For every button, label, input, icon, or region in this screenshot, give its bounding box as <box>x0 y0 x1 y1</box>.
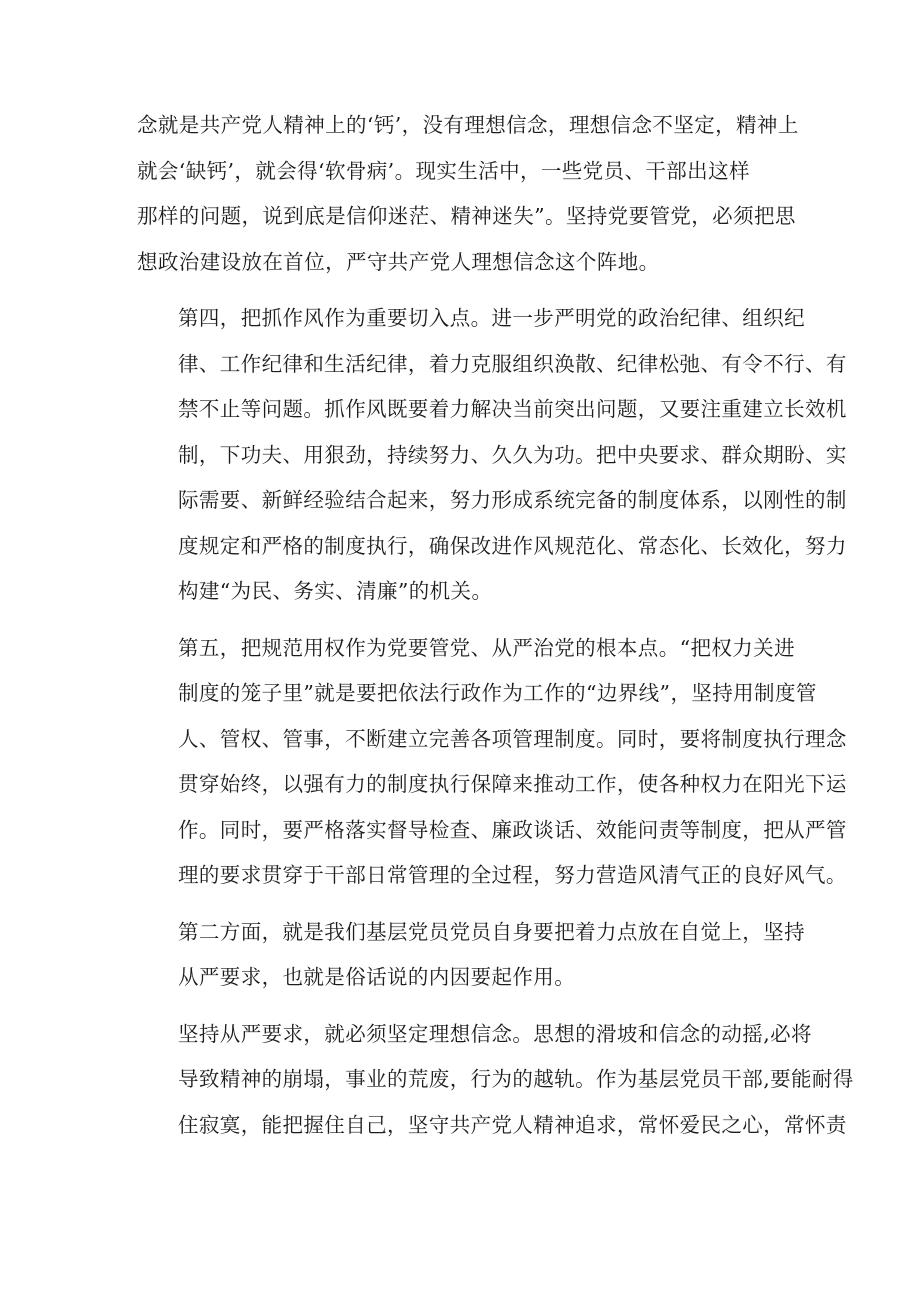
text-line: 禁不止等问题。抓作风既要着力解决当前突出问题，又要注重建立长效机 <box>178 397 847 421</box>
text-line: 就会‘缺钙’，就会得‘软骨病’。现实生活中，一些党员、干部出这样 <box>137 158 750 183</box>
text-line: 坚持从严要求，就必须坚定理想信念。思想的滑坡和信念的动摇,必将 <box>178 1021 812 1046</box>
text-line: 第二方面，就是我们基层党员党员自身要把着力点放在自觉上，坚持 <box>178 919 805 944</box>
text-line: 想政治建设放在首位，严守共产党人理想信念这个阵地。 <box>137 249 660 274</box>
text-line: 导致精神的崩塌，事业的荒废，行为的越轨。作为基层党员干部,要能耐得 <box>178 1067 854 1091</box>
paragraph-point-five <box>137 626 847 899</box>
document-body <box>137 103 854 1148</box>
paragraph-point-four <box>137 296 847 615</box>
text-line: 理的要求贯穿于干部日常管理的全过程，努力营造风清气正的良好风气。 <box>178 863 847 887</box>
paragraph-strict-requirements <box>137 1012 854 1149</box>
text-line: 制度的笼子里”就是要把依法行政作为工作的“边界线”，坚持用制度管 <box>178 681 817 705</box>
text-line: 从严要求，也就是俗话说的内因要起作用。 <box>178 965 576 989</box>
text-line: 构建“为民、务实、清廉”的机关。 <box>178 579 493 603</box>
text-line: 念就是共产党人精神上的‘钙’，没有理想信念，理想信念不坚定，精神上 <box>137 113 799 137</box>
text-line: 那样的问题，说到底是信仰迷茫、精神迷失”。坚持党要管党，必须把思 <box>137 204 796 228</box>
text-line: 第四，把抓作风作为重要切入点。进一步严明党的政治纪律、组织纪 <box>178 306 805 330</box>
text-line: 制，下功夫、用狠劲，持续努力、久久为功。把中央要求、群众期盼、实 <box>178 442 847 467</box>
text-line: 度规定和严格的制度执行，确保改进作风规范化、常态化、长效化，努力 <box>178 533 847 558</box>
paragraph-ideals-continuation <box>137 103 799 285</box>
text-line: 贯穿始终，以强有力的制度执行保障来推动工作，使各种权力在阳光下运 <box>178 772 847 796</box>
paragraph-second-aspect <box>137 910 805 1001</box>
text-line: 作。同时，要严格落实督导检查、廉政谈话、效能问责等制度，把从严管 <box>178 817 847 842</box>
text-line: 人、管权、管事，不断建立完善各项管理制度。同时，要将制度执行理念 <box>178 726 847 751</box>
text-line: 际需要、新鲜经验结合起来，努力形成系统完备的制度体系，以刚性的制 <box>178 488 847 512</box>
text-line: 住寂寞，能把握住自己，坚守共产党人精神追求，常怀爱民之心，常怀责 <box>178 1112 847 1137</box>
text-line: 第五，把规范用权作为党要管党、从严治党的根本点。“把权力关进 <box>178 635 795 660</box>
text-line: 律、工作纪律和生活纪律，着力克服组织涣散、纪律松弛、有令不行、有 <box>178 351 847 376</box>
